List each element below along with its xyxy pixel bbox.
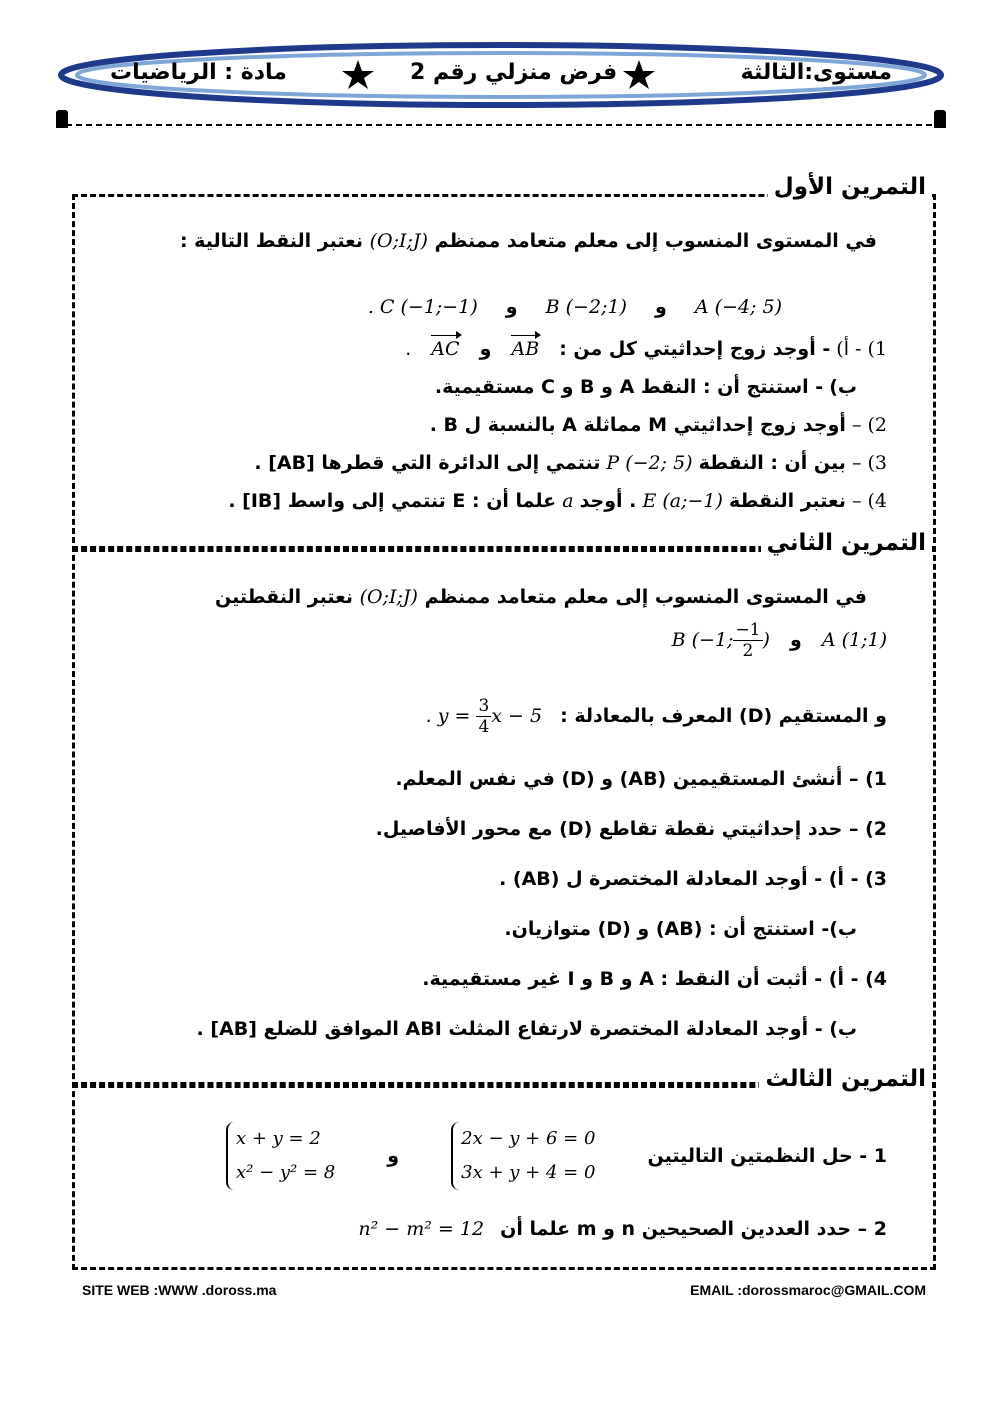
ex1-points: A (−4; 5) و B (−2;1) و . C (−1;−1) [367,296,782,318]
ex1-q1b: ب) - استنتج أن : النقط A و B و C مستقيمية. [434,376,857,398]
ex2-q2: 2) – حدد إحداثيتي نقطة تقاطع (D) مع محور الأفاصيل. [375,818,887,840]
exercise-3-title: التمرين الثالث [759,1066,932,1092]
ex2-q1: 1) – أنشئ المستقيمين (AB) و (D) في نفس المعلم. [395,768,887,790]
ex2-q3b: ب)- استنتج أن : (AB) و (D) متوازيان. [504,918,857,940]
footer-email: EMAIL :dorossmaroc@GMAIL.COM [690,1282,926,1298]
header-level: مستوى:الثالثة [740,60,892,85]
star-icon-left [342,60,374,89]
ex1-q1a: 1) - أ) - أوجد زوج إحداثيتي كل من : AB و AC . [405,338,887,360]
ex1-q4: 4) – نعتبر النقطة E (a;−1) . أوجد a علما أن : E تنتمي إلى واسط [IB] . [228,490,887,512]
ex1-q3: 3) – بين أن : النقطة P (−2; 5) تنتمي إلى الدائرة التي قطرها [AB] . [254,452,887,474]
ex2-q3a: 3) - أ) - أوجد المعادلة المختصرة ل (AB) . [499,868,887,890]
exercise-1-title: التمرين الأول [768,174,932,200]
rule-cap-right [934,110,946,128]
ex3-q1: 1 - حل النظمتين التاليتين 2x − y + 6 = 0 3x + y + 4 = 0 و x + y = 2 x² − y² = 8 [60,1122,887,1190]
ex1-q2: 2) – أوجد زوج إحداثيتي M مماثلة A بالنسبة ل B . [429,414,887,436]
ex2-q4b: ب) - أوجد المعادلة المختصرة لارتفاع المثلث ABI الموافق للضلع [AB] . [196,1018,857,1040]
header-subject: مادة : الرياضيات [110,60,287,85]
header [55,42,947,112]
exercise-2-title: التمرين الثاني [761,530,932,556]
ex1-intro: في المستوى المنسوب إلى معلم متعامد ممنظم (O;I;J) نعتبر النقط التالية : [179,230,877,252]
ex2-q4a: 4) - أ) - أثبت أن النقط : A و B و I غير مستقيمية. [422,968,887,990]
system-b: x + y = 2 x² − y² = 8 [226,1122,335,1190]
system-a: 2x − y + 6 = 0 3x + y + 4 = 0 [451,1122,595,1190]
header-title: فرض منزلي رقم 2 [410,60,618,85]
footer-site: SITE WEB :WWW .doross.ma [82,1282,277,1298]
ex2-intro: في المستوى المنسوب إلى معلم متعامد ممنظم (O;I;J) نعتبر النقطتين [214,586,867,608]
ex2-points: A (1;1) و B (−1; $\frac{-1}{2}$ ) [671,620,887,661]
ex2-line-D: و المستقيم (D) المعرف بالمعادلة : y = $\frac{3}{4}$ x − 5 . [425,696,887,737]
rule-cap-left [56,110,68,128]
header-dashed-rule [66,124,942,126]
star-icon-right [623,60,655,89]
ex3-q2: 2 – حدد العددين الصحيحين n و m علما أن n² − m² = 12 [358,1218,887,1240]
